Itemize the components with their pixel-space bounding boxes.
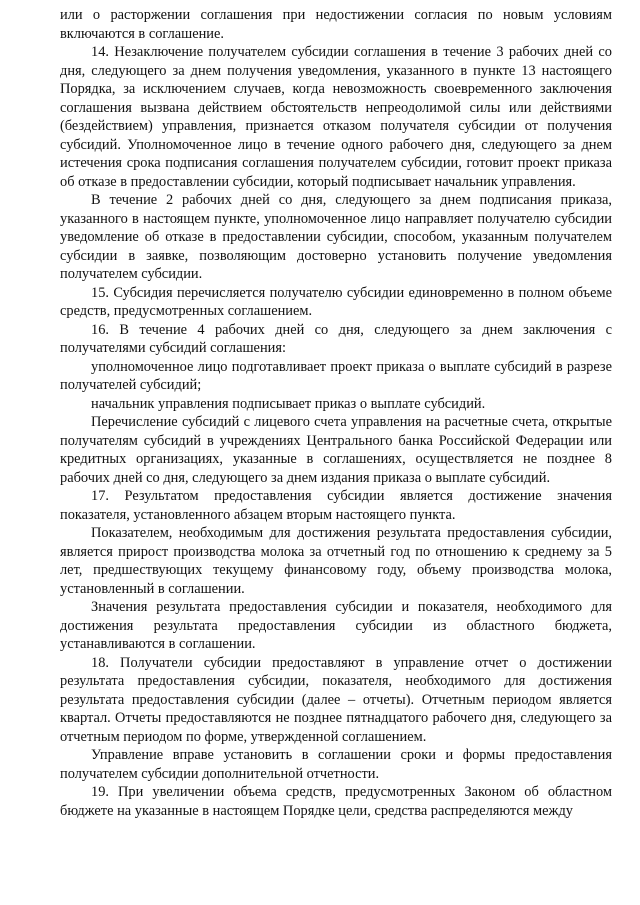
paragraph-item-14-notice: В течение 2 рабочих дней со дня, следующего за днем подписания приказа, указанного в настоящем пункте, уполномоченное лицо направляет получателю субсидии уведомление об отказе в предоставлении субсидии, способом, указанным получателем субсидии в заявке, позволяющим достоверно установить получение уведомления получателем субсидии. bbox=[60, 192, 612, 282]
paragraph-item-14: 14. Незаключение получателем субсидии соглашения в течение 3 рабочих дней со дня, следующего за днем получения уведомления, указанного в пункте 13 настоящего Порядка, за исключением случаев, когда невозможность своевременного заключения соглашения вызвана действием обстоятельств непреодолимой силы или действиями (бездействием) управления, признается отказом получателя субсидии от получения субсидий. Уполномоченное лицо в течение одного рабочего дня, следующего за днем истечения срока подписания соглашения получателем субсидии, готовит проект приказа об отказе в предоставлении субсидии, который подписывает начальник управления. bbox=[60, 44, 612, 190]
paragraph-item-16-transfer: Перечисление субсидий с лицевого счета управления на расчетные счета, открытые получателям субсидий в учреждениях Центрального банка Российской Федерации или кредитных организациях, указанные в соглашениях, осуществляется не позднее 8 рабочих дней со дня, следующего за днем издания приказа о выплате субсидий. bbox=[60, 414, 612, 486]
paragraph-item-16-sign-order: начальник управления подписывает приказ о выплате субсидий. bbox=[91, 395, 486, 412]
paragraph-item-19: 19. При увеличении объема средств, предусмотренных Законом об областном бюджете на указанные в настоящем Порядке цели, средства распределяются между bbox=[60, 784, 612, 819]
paragraph-item-17-values: Значения результата предоставления субсидии и показателя, необходимого для достижения результата предоставления субсидии из областного бюджета, устанавливаются в соглашении. bbox=[60, 599, 612, 652]
paragraph-continuation: или о расторжении соглашения при недостижении согласия по новым условиям включаются в соглашение. bbox=[60, 7, 612, 42]
paragraph-item-17: 17. Результатом предоставления субсидии является достижение значения показателя, установленного абзацем вторым настоящего пункта. bbox=[60, 488, 612, 523]
paragraph-item-18-additional: Управление вправе установить в соглашении сроки и формы предоставления получателем субсидии дополнительной отчетности. bbox=[60, 747, 612, 782]
paragraph-item-18: 18. Получатели субсидии предоставляют в управление отчет о достижении результата предоставления субсидии, показателя, необходимого для достижения результата предоставления субсидии (далее – отчеты). Отчетным периодом является квартал. Отчеты предоставляются не позднее пятнадцатого рабочего дня, следующего за отчетным периодом по форме, утвержденной соглашением. bbox=[60, 654, 612, 745]
paragraph-item-17-indicator: Показателем, необходимым для достижения результата предоставления субсидии, является прирост производства молока за отчетный год по отношению к среднему за 5 лет, предшествующих текущему финансовому году, объему производства молока, установленный в соглашении. bbox=[60, 525, 612, 597]
paragraph-item-16: 16. В течение 4 рабочих дней со дня, следующего за днем заключения с получателями субсидий соглашения: bbox=[60, 321, 612, 356]
paragraph-item-15: 15. Субсидия перечисляется получателю субсидии единовременно в полном объеме средств, предусмотренных соглашением. bbox=[60, 284, 612, 319]
paragraph-item-16-draft-order: уполномоченное лицо подготавливает проект приказа о выплате субсидий в разрезе получателей субсидий; bbox=[60, 358, 612, 393]
